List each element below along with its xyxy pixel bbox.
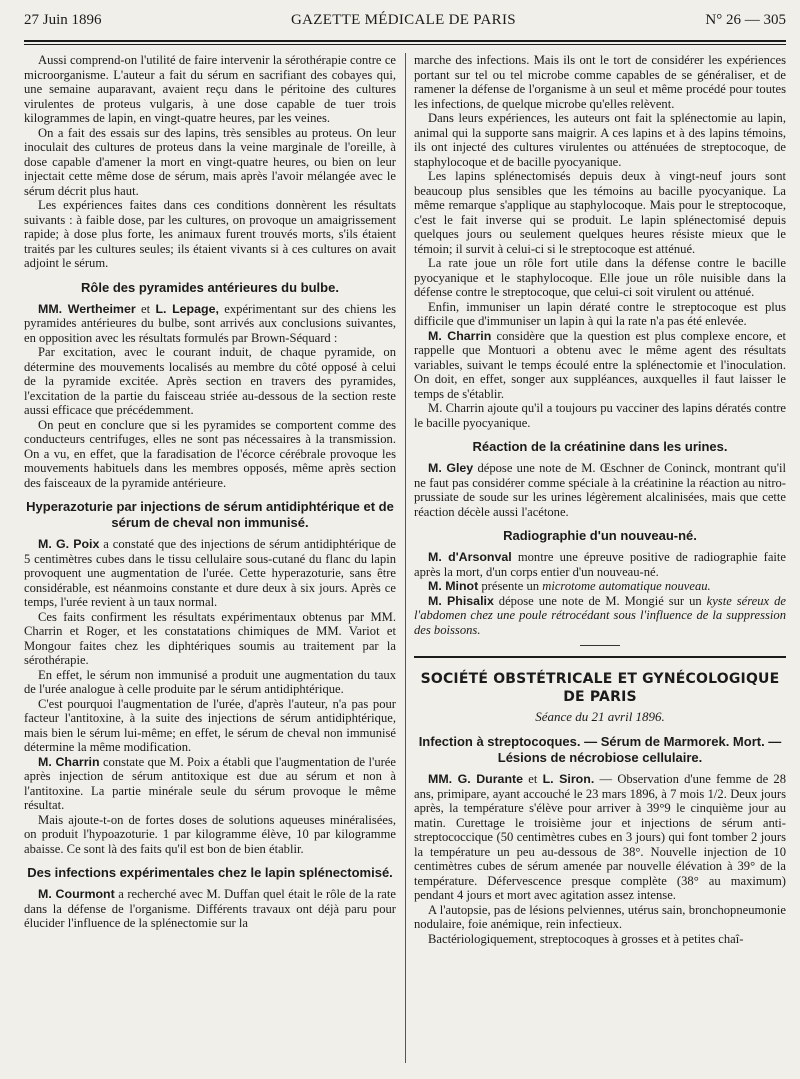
column-divider: [405, 53, 406, 1063]
paragraph: [24, 302, 396, 346]
text: et: [135, 301, 156, 316]
section-heading: Radiographie d'un nouveau-né.: [503, 528, 697, 543]
paragraph: Mais ajoute-t-on de fortes doses de solutions aqueuses minéralisées, on produit l'hypoazoturie. 1 par kilogramme élève, 10 par kilogramme abaisse. Ce sont là des faits qu'il est bon de bien établir.: [24, 812, 396, 856]
paragraph: [24, 887, 396, 931]
emphasis: kyste séreux de l'abdomen chez une poule rétrocédant sous l'influence de la suppression des boissons.: [414, 593, 786, 637]
paragraph: [414, 594, 786, 638]
separator: [580, 645, 620, 646]
text: dépose une note de M. Œschner de Coninck, montrant qu'il ne faut pas considérer comme spéciale à la créatinine la réaction au nitro-prussiate de soude sur les urines légèrement alcalinisées, mais que cette réaction décèle aussi l'acétone.: [414, 461, 786, 519]
emphasis: microtome automatique nouveau.: [542, 579, 711, 593]
columns: [24, 53, 786, 1063]
author-name: M. Phisalix: [428, 593, 494, 608]
author-name: M. Minot: [428, 579, 479, 593]
author-name: L. Lepage,: [155, 301, 219, 316]
author-name: M. Gley: [428, 461, 474, 475]
section-heading: Hyperazoturie par injections de sérum antidiphtérique et de sérum de cheval non immunisé.: [26, 499, 394, 530]
section-heading: Infection à streptocoques. — Sérum de Marmorek. Mort. — Lésions de nécrobiose cellulaire.: [418, 734, 782, 765]
text: présente un: [478, 579, 543, 593]
author-name: M. Charrin: [38, 754, 100, 769]
header-rule: [24, 40, 786, 42]
header-rule-thin: [24, 44, 786, 45]
author-name: M. G. Poix: [38, 537, 100, 551]
text: constate que M. Poix a établi que l'augmentation de l'urée après injection de sérum antitoxique est due au sérum et non à l'antitoxine. La partie minérale seule du sérum provoque le même résultat.: [24, 754, 396, 812]
text: — Observation d'une femme de 28 ans, primipare, ayant accouché le 23 mars 1896, à 7 mois 1/2. Deux jours après, la température s'élève pour arriver à 39°9 le cinquième jour au matin. Curettage le troisième jour et injections de sérum anti-streptococcique (50 centimètres cubes en 3 jours) qui font tomber 2 jours la température un peu au-dessous de 38°. Nouvelle injection de 10 centimètres cubes de sérum amenée par nouvelle élévation à 39° de la température. Défervescence presque complète (38° au maximum) pendant 4 jours et mort avec agitation assez intense.: [414, 772, 786, 902]
session-date: Séance du 21 avril 1896.: [535, 709, 665, 724]
paragraph: Dans leurs expériences, les auteurs ont fait la splénectomie au lapin, animal qui la supporte sans maigrir. A ces lapins et à des lapins témoins, ils ont injecté des cultures virulentes ou atténuées de streptocoque, de staphylocoque et de bacille pyocyanique.: [414, 111, 786, 169]
page-number: N° 26 — 305: [705, 12, 786, 28]
paragraph: A l'autopsie, pas de lésions pelviennes, utérus sain, bronchopneumonie nodulaire, foie anémique, rein infectieux.: [414, 902, 786, 931]
section-heading: Rôle des pyramides antérieures du bulbe.: [81, 279, 339, 295]
paragraph: Bactériologiquement, streptocoques à grosses et à petites chaî-: [428, 931, 744, 946]
right-column: [414, 53, 786, 1063]
paragraph: Ces faits confirment les résultats expérimentaux obtenus par MM. Charrin et Roger, et les constatations chimiques de MM. Variot et Mongour faites chez les diphtériques soumis au traitement par la sérothérapie.: [24, 609, 396, 667]
paragraph: [24, 755, 396, 813]
paragraph: [414, 329, 786, 402]
paragraph: [414, 461, 786, 519]
section-rule: [414, 656, 786, 658]
paragraph: On a fait des essais sur des lapins, très sensibles au proteus. On leur inoculait des cultures de proteus dans la veine marginale de l'oreille, à dose capable d'amener la mort en vingt-quatre heures, ou bien on leur injectait cette même dose de sérum, mais après l'avoir mélangée avec le sérum décrit plus haut.: [24, 125, 396, 198]
society-title: SOCIÉTÉ OBSTÉTRICALE ET GYNÉCOLOGIQUE DE PARIS: [420, 671, 780, 705]
paragraph: Aussi comprend-on l'utilité de faire intervenir la sérothérapie contre ce microorganisme. L'auteur a fait du sérum en sacrifiant des cobayes qui, une semaine auparavant, avaient reçu dans le péritoine des cultures virulentes de proteus vulgaris, à une dose capable de tuer trois kilogrammes de lapin, en vingt-quatre heures, par les veines.: [24, 53, 396, 125]
journal-title: GAZETTE MÉDICALE DE PARIS: [291, 12, 516, 28]
paragraph: M. Charrin ajoute qu'il a toujours pu vacciner des lapins dératés contre le bacille pyocyanique.: [414, 401, 786, 430]
paragraph: [414, 550, 786, 579]
text: dépose une note de M. Mongié sur un: [493, 593, 707, 608]
section-heading: Des infections expérimentales chez le lapin splénectomisé.: [27, 865, 393, 880]
paragraph: On peut en conclure que si les pyramides se comportent comme des conducteurs centrifuges, elles ne sont pas nécessaires à la transmission. On a vu, en effet, que la faradisation de l'écorce cérébrale provoque les mouvements habituels dans les membres opposés, même après section des faisceaux de la pyramide antérieure.: [24, 417, 396, 490]
paragraph: Enfin, immuniser un lapin dératé contre le streptocoque est plus difficile que d'immuniser un lapin à qui la rate n'a pas été enlevée.: [414, 299, 786, 328]
author-name: MM. G. Durante: [428, 772, 524, 786]
paragraph: Les lapins splénectomisés depuis deux à vingt-neuf jours sont beaucoup plus sensibles que les témoins au bacille pyocyanique. La même remarque s'applique au staphylocoque. Mais pour le streptocoque, c'est le fait inverse qui se produit. Le lapin splénectomisé depuis quelques jours ou seulement quelques heures résiste mieux que le témoin; il survit à celui-ci si le streptocoque est atténué.: [414, 169, 786, 256]
text: et: [523, 772, 543, 786]
paragraph: En effet, le sérum non immunisé a produit une augmentation du taux de l'urée analogue à celle produite par le sérum antidiphtérique.: [24, 667, 396, 696]
author-name: MM. Wertheimer: [38, 301, 136, 316]
paragraph: La rate joue un rôle fort utile dans la défense contre le bacille pyocyanique et le staphylocoque. Elle joue un rôle nuisible dans la défense contre le streptocoque, que celui-ci soit virulent ou atténué.: [414, 256, 786, 299]
author-name: M. d'Arsonval: [428, 550, 512, 564]
paragraph: [414, 772, 786, 903]
author-name: M. Courmont: [38, 887, 115, 901]
page-header: [24, 12, 786, 34]
paragraph: marche des infections. Mais ils ont le tort de considérer les expériences portant sur tel ou tel microbe comme capables de se généraliser, et de ramener la défense de l'organisme à un seul et même procédé pour toutes les infections, de quelque microbe qu'elles relèvent.: [414, 53, 786, 111]
paragraph: [414, 579, 786, 594]
paragraph: [24, 537, 396, 610]
paragraph: Les expériences faites dans ces conditions donnèrent les résultats suivants : à faible dose, par les cultures, on provoque un amaigrissement rapide; à dose plus forte, les animaux furent trouvés morts, s'ils étaient traités par les cultures seules; ils étaient vivants si à ces cultures on avait adjoint le sérum.: [24, 198, 396, 270]
issue-date: 27 Juin 1896: [24, 12, 102, 28]
section-heading: Réaction de la créatinine dans les urines.: [472, 439, 728, 454]
paragraph: C'est pourquoi l'augmentation de l'urée, d'après l'auteur, n'a pas pour facteur l'antitoxine, à la suite des injections de sérum antidiphtérique, mais bien le sérum lui-même; en effet, le sérum de cheval non immunisé détermine la même modification.: [24, 696, 396, 754]
text: considère que la question est plus complexe encore, et rappelle que Montuori a obtenu avec le même agent des résultats variables, suivant le temps écoulé entre la splénectomie et l'inoculation. On doit, en effet, songer aux suppléances, auxquelles il faut laisser le temps de s'établir.: [414, 328, 786, 401]
paragraph: Par excitation, avec le courant induit, de chaque pyramide, on détermine des mouvements localisés au membre du côté opposé à celui de la pyramide excitée. Après section en travers des pyramides, l'excitation de la partie du faisceau striée au-dessous de la section reste aussi efficace que précédemment.: [24, 345, 396, 417]
text: montre une épreuve positive de radiographie faite après la mort, d'un corps entier d'un nouveau-né.: [414, 550, 786, 579]
text: a recherché avec M. Duffan quel était le rôle de la rate dans la défense de l'organisme. Différents travaux ont déjà paru pour élucider l'influence de la splénectomie sur la: [24, 887, 396, 930]
text: expérimentant sur des chiens les pyramides antérieures du bulbe, sont arrivés aux conclusions suivantes, en opposition avec les résultats formulés par Brown-Séquard :: [24, 301, 396, 345]
text: a constaté que des injections de sérum antidiphtérique de 5 centimètres cubes dans le tissu cellulaire sous-cutané du flanc du lapin provoquent une augmentation de l'urée. Cette hyperazoturie, sans être considérable, est néanmoins constante et dure deux à six jours. Après ce temps, l'urée revient à un taux normal.: [24, 537, 396, 609]
author-name: L. Siron.: [542, 772, 595, 786]
left-column: [24, 53, 396, 1063]
author-name: M. Charrin: [428, 328, 492, 343]
